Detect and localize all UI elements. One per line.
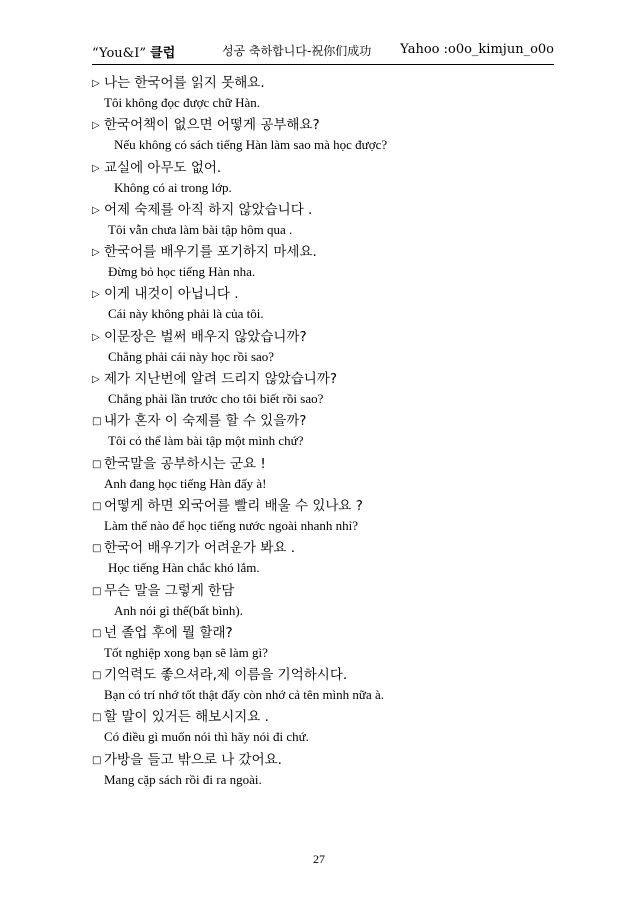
club-name-quote: “You&I” bbox=[92, 46, 147, 61]
korean-sentence: ▷ 한국어책이 없으면 어떻게 공부해요? bbox=[92, 115, 562, 136]
phrase-entry bbox=[92, 369, 562, 411]
vietnamese-translation: Tốt nghiệp xong bạn sẽ làm gì? bbox=[104, 644, 268, 660]
vietnamese-translation: Chẳng phải lần trước cho tôi biết rồi sao? bbox=[108, 391, 324, 407]
korean-sentence: ▷ 나는 한국어를 읽지 못해요. bbox=[92, 73, 562, 94]
korean-sentence: ▷ 제가 지난번에 알려 드리지 않았습니까? bbox=[92, 369, 562, 390]
triangle-bullet-icon: ▷ bbox=[92, 331, 100, 343]
korean-sentence: ▷ 교실에 아무도 없어. bbox=[92, 158, 562, 179]
korean-sentence: □ 기억력도 좋으셔라,제 이름을 기억하시다. bbox=[92, 665, 562, 686]
korean-sentence: ▷ 이문장은 벌써 배우지 않았습니까? bbox=[92, 327, 562, 348]
phrase-entry bbox=[92, 454, 562, 496]
phrase-entry bbox=[92, 707, 562, 749]
page-header bbox=[92, 40, 554, 65]
korean-sentence: □ 한국어 배우기가 어려운가 봐요 . bbox=[92, 538, 562, 559]
phrase-entry bbox=[92, 200, 562, 242]
vietnamese-translation: Tôi không đọc được chữ Hàn. bbox=[104, 95, 260, 110]
phrase-entry bbox=[92, 73, 562, 115]
phrase-entry bbox=[92, 665, 562, 707]
vietnamese-translation: Làm thế nào để học tiếng nước ngoài nhanh nhỉ? bbox=[104, 517, 358, 533]
square-bullet-icon: □ bbox=[92, 543, 102, 555]
vietnamese-translation: Học tiếng Hàn chắc khó lắm. bbox=[108, 560, 260, 576]
vietnamese-translation: Đừng bỏ học tiếng Hàn nha. bbox=[108, 264, 256, 280]
club-name bbox=[92, 42, 175, 61]
korean-sentence: □ 내가 혼자 이 숙제를 할 수 있을까? bbox=[92, 411, 562, 432]
phrase-entry bbox=[92, 750, 562, 792]
phrase-list bbox=[92, 73, 562, 792]
square-bullet-icon: □ bbox=[92, 712, 102, 724]
triangle-bullet-icon: ▷ bbox=[92, 247, 100, 259]
page-number: 27 bbox=[313, 852, 325, 866]
square-bullet-icon: □ bbox=[92, 416, 102, 428]
triangle-bullet-icon: ▷ bbox=[92, 204, 100, 216]
square-bullet-icon: □ bbox=[92, 585, 102, 597]
vietnamese-translation: Chẳng phải cái này học rồi sao? bbox=[108, 348, 275, 364]
square-bullet-icon: □ bbox=[92, 627, 102, 639]
club-name-word: 클럽 bbox=[150, 46, 176, 61]
header-contact: Yahoo :o0o_kimjun_o0o bbox=[400, 42, 554, 57]
vietnamese-translation: Bạn có trí nhớ tốt thật đấy còn nhớ cả tên mình nữa à. bbox=[104, 687, 385, 703]
triangle-bullet-icon: ▷ bbox=[92, 374, 100, 386]
phrase-entry bbox=[92, 327, 562, 369]
vietnamese-translation: Cái này không phải là của tôi. bbox=[108, 306, 264, 322]
vietnamese-translation: Anh nói gì thế(bất bình). bbox=[114, 602, 243, 618]
korean-sentence: ▷ 한국어를 배우기를 포기하지 마세요. bbox=[92, 242, 562, 263]
triangle-bullet-icon: ▷ bbox=[92, 78, 100, 89]
square-bullet-icon: □ bbox=[92, 500, 102, 512]
square-bullet-icon: □ bbox=[92, 458, 102, 470]
vietnamese-translation: Có điều gì muốn nói thì hãy nói đi chứ. bbox=[104, 729, 309, 745]
korean-sentence: □ 무슨 말을 그렇게 한담 bbox=[92, 581, 562, 602]
phrase-entry bbox=[92, 496, 562, 538]
square-bullet-icon: □ bbox=[92, 670, 102, 682]
square-bullet-icon: □ bbox=[92, 754, 102, 766]
vietnamese-translation: Tôi có thể làm bài tập một mình chứ? bbox=[108, 433, 304, 449]
phrase-entry bbox=[92, 581, 562, 623]
triangle-bullet-icon: ▷ bbox=[92, 120, 100, 132]
phrase-entry bbox=[92, 284, 562, 326]
phrase-entry bbox=[92, 158, 562, 200]
phrase-entry bbox=[92, 115, 562, 157]
korean-sentence: □ 한국말을 공부하시는 군요 ! bbox=[92, 454, 562, 475]
vietnamese-translation: Anh đang học tiếng Hàn đấy à! bbox=[104, 475, 267, 491]
korean-sentence: □ 가방을 들고 밖으로 나 갔어요. bbox=[92, 750, 562, 771]
phrase-entry bbox=[92, 538, 562, 580]
vietnamese-translation: Mang cặp sách rồi đi ra ngoài. bbox=[104, 771, 262, 787]
korean-sentence: □ 어떻게 하면 외국어를 빨리 배울 수 있나요 ? bbox=[92, 496, 562, 517]
korean-sentence: ▷ 이게 내것이 아닙니다 . bbox=[92, 284, 562, 305]
vietnamese-translation: Tôi vẫn chưa làm bài tập hôm qua . bbox=[108, 221, 293, 237]
triangle-bullet-icon: ▷ bbox=[92, 289, 100, 301]
header-motto: 성공 축하합니다-祝你们成功 bbox=[222, 44, 372, 58]
korean-sentence: □ 넌 졸업 후에 뭘 할래? bbox=[92, 623, 562, 644]
korean-sentence: □ 할 말이 있거든 해보시지요 . bbox=[92, 707, 562, 728]
phrase-entry bbox=[92, 623, 562, 665]
triangle-bullet-icon: ▷ bbox=[92, 162, 100, 174]
phrase-entry bbox=[92, 411, 562, 453]
korean-sentence: ▷ 어제 숙제를 아직 하지 않았습니다 . bbox=[92, 200, 562, 221]
vietnamese-translation: Nếu không có sách tiếng Hàn làm sao mà học được? bbox=[114, 137, 388, 153]
phrase-entry bbox=[92, 242, 562, 284]
vietnamese-translation: Không có ai trong lớp. bbox=[114, 179, 232, 195]
